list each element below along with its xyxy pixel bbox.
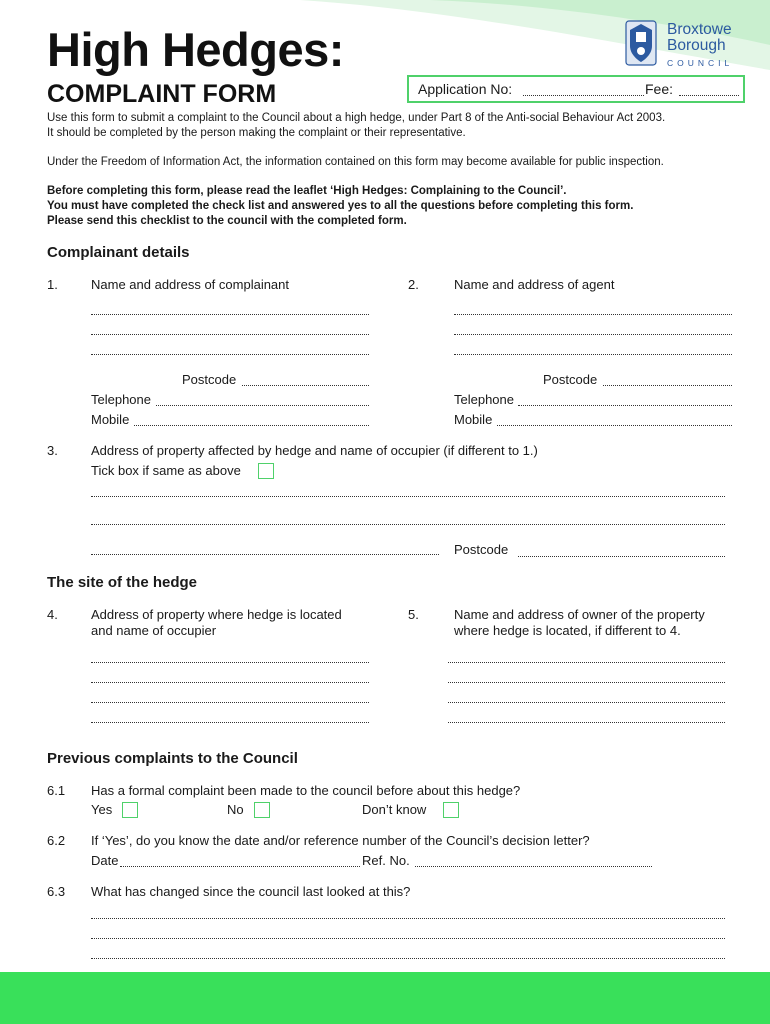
affected-postcode-field[interactable] <box>518 556 725 557</box>
owner-address-line-1[interactable] <box>448 662 725 663</box>
fee-label: Fee: <box>645 81 674 97</box>
logo-line-1: Broxtowe <box>667 21 732 38</box>
date-field[interactable] <box>120 866 360 867</box>
complainant-address-line-2[interactable] <box>91 334 369 335</box>
ref-label: Ref. No. <box>362 853 410 868</box>
agent-mobile-field[interactable] <box>497 425 732 426</box>
agent-postcode-field[interactable] <box>603 385 732 386</box>
application-box <box>407 75 745 103</box>
hedge-address-line-1[interactable] <box>91 662 369 663</box>
complainant-postcode-field[interactable] <box>242 385 369 386</box>
q63-label: What has changed since the council last looked at this? <box>91 884 411 899</box>
affected-address-line-3[interactable] <box>91 554 439 555</box>
q3-label: Address of property affected by hedge and name of occupier (if different to 1.) <box>91 443 538 458</box>
instruction-2: You must have completed the check list and answered yes to all the questions before completing this form. <box>47 200 634 212</box>
no-checkbox[interactable] <box>254 802 270 818</box>
logo-line-3: COUNCIL <box>667 58 734 68</box>
owner-address-line-3[interactable] <box>448 702 725 703</box>
affected-address-line-2[interactable] <box>91 524 725 525</box>
q61-label: Has a formal complaint been made to the council before about this hedge? <box>91 783 521 798</box>
q61-number: 6.1 <box>47 783 66 798</box>
changes-line-3[interactable] <box>91 958 725 959</box>
foi-notice: Under the Freedom of Information Act, the information contained on this form may become available for public inspection. <box>47 156 664 168</box>
q4-label-line-1: Address of property where hedge is located <box>91 607 342 622</box>
agent-telephone-label: Telephone <box>454 392 514 407</box>
application-no-label: Application No: <box>418 81 513 97</box>
affected-postcode-label: Postcode <box>454 542 509 557</box>
tick-same-label: Tick box if same as above <box>91 463 241 478</box>
hedge-address-line-4[interactable] <box>91 722 369 723</box>
q5-label-line-2: where hedge is located, if different to 4. <box>454 623 681 638</box>
complainant-mobile-field[interactable] <box>134 425 369 426</box>
q3-number: 3. <box>47 443 58 458</box>
q1-label: Name and address of complainant <box>91 277 290 292</box>
ref-field[interactable] <box>415 866 652 867</box>
intro-text-1: Use this form to submit a complaint to the Council about a high hedge, under Part 8 of the Anti-social Behaviour Act 2003. <box>47 112 666 124</box>
q4-number: 4. <box>47 607 58 622</box>
footer-bar <box>0 972 770 1024</box>
previous-complaints-heading: Previous complaints to the Council <box>47 750 298 767</box>
agent-address-line-1[interactable] <box>454 314 732 315</box>
owner-address-line-2[interactable] <box>448 682 725 683</box>
instruction-3: Please send this checklist to the council with the completed form. <box>47 215 407 227</box>
complainant-telephone-field[interactable] <box>156 405 369 406</box>
complainant-heading: Complainant details <box>47 244 190 261</box>
q5-number: 5. <box>408 607 419 622</box>
q2-number: 2. <box>408 277 419 292</box>
complainant-telephone-label: Telephone <box>91 392 151 407</box>
q5-label-line-1: Name and address of owner of the property <box>454 607 705 622</box>
instruction-1: Before completing this form, please read the leaflet ‘High Hedges: Complaining to the Council’. <box>47 185 567 197</box>
q1-number: 1. <box>47 277 58 292</box>
owner-address-line-4[interactable] <box>448 722 725 723</box>
site-heading: The site of the hedge <box>47 574 198 591</box>
q2-label: Name and address of agent <box>454 277 615 292</box>
agent-mobile-label: Mobile <box>454 412 493 427</box>
hedge-address-line-3[interactable] <box>91 702 369 703</box>
date-label: Date <box>91 853 119 868</box>
council-logo-text <box>667 22 733 71</box>
complainant-postcode-label: Postcode <box>182 372 237 387</box>
agent-telephone-field[interactable] <box>518 405 732 406</box>
page-title: High Hedges: <box>47 23 344 76</box>
application-no-field[interactable] <box>523 83 644 96</box>
changes-line-2[interactable] <box>91 938 725 939</box>
page-subtitle: COMPLAINT FORM <box>47 80 277 108</box>
agent-postcode-label: Postcode <box>543 372 598 387</box>
complainant-address-line-3[interactable] <box>91 354 369 355</box>
q62-label: If ‘Yes’, do you know the date and/or reference number of the Council’s decision letter? <box>91 833 590 848</box>
no-label: No <box>227 802 244 817</box>
dont-know-checkbox[interactable] <box>443 802 459 818</box>
dont-know-label: Don’t know <box>362 802 427 817</box>
q4-label-line-2: and name of occupier <box>91 623 217 638</box>
intro-text-2: It should be completed by the person making the complaint or their representative. <box>47 127 466 139</box>
yes-label: Yes <box>91 802 113 817</box>
same-as-above-checkbox[interactable] <box>258 463 274 479</box>
complainant-mobile-label: Mobile <box>91 412 130 427</box>
agent-address-line-3[interactable] <box>454 354 732 355</box>
logo-line-2: Borough <box>667 37 726 54</box>
q62-number: 6.2 <box>47 833 66 848</box>
agent-address-line-2[interactable] <box>454 334 732 335</box>
hedge-address-line-2[interactable] <box>91 682 369 683</box>
q63-number: 6.3 <box>47 884 66 899</box>
changes-line-1[interactable] <box>91 918 725 919</box>
yes-checkbox[interactable] <box>122 802 138 818</box>
complainant-address-line-1[interactable] <box>91 314 369 315</box>
fee-field[interactable] <box>679 83 739 96</box>
affected-address-line-1[interactable] <box>91 496 725 497</box>
